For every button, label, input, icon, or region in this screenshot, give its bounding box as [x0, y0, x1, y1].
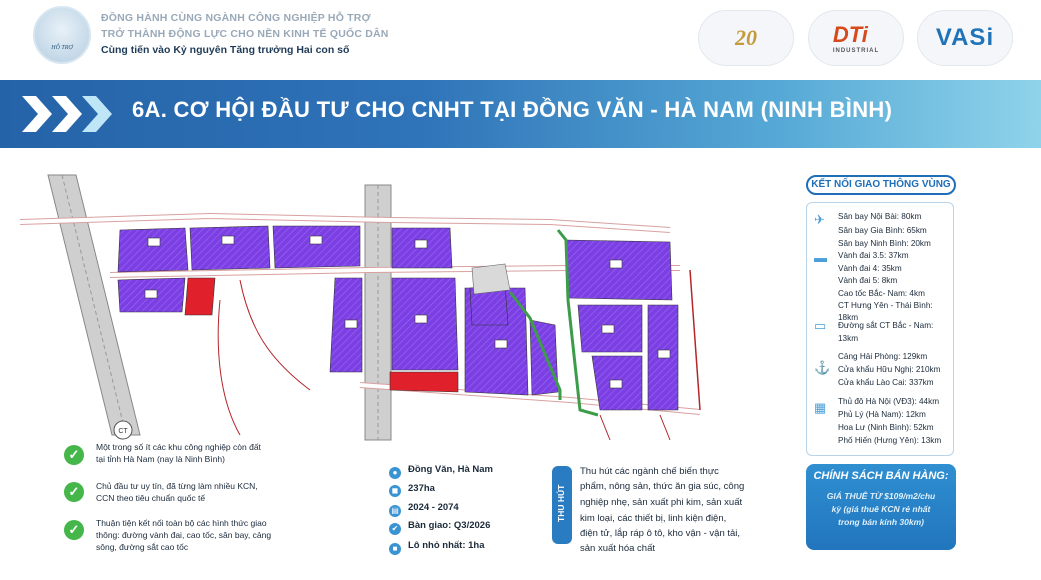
- bullet-text: [96, 517, 271, 553]
- connection-item: Đường sắt CT Bắc - Nam:: [838, 321, 934, 330]
- project-handover: Bàn giao: Q3/2026: [408, 520, 491, 531]
- sales-policy-line: GIÁ THUÊ TỪ $109/m2/chu: [826, 491, 936, 501]
- header-slogan-line-2: TRỞ THÀNH ĐỘNG LỰC CHO NỀN KINH TẾ QUỐC DÂN: [101, 28, 389, 40]
- bullet-line: Thuận tiện kết nối toàn bộ các hình thức giao: [96, 518, 267, 528]
- project-area: 237ha: [408, 483, 435, 494]
- page-title: 6A. CƠ HỘI ĐẦU TƯ CHO CNHT TẠI ĐỒNG VĂN - HÀ NAM (NINH BÌNH): [132, 97, 893, 122]
- attract-tab: [552, 466, 572, 544]
- header-tagline: Cùng tiến vào Kỷ nguyên Tăng trưởng Hai con số: [101, 44, 350, 56]
- project-period: 2024 - 2074: [408, 502, 459, 513]
- project-min-lot: Lô nhỏ nhất: 1ha: [408, 540, 485, 551]
- connection-item: CT Hưng Yên - Thái Bình:: [838, 301, 933, 310]
- header-slogan-line-1: ĐỒNG HÀNH CÙNG NGÀNH CÔNG NGHIỆP HỖ TRỢ: [101, 12, 371, 24]
- connection-item: Sân bay Ninh Bình: 20km: [838, 239, 931, 248]
- bullet-text: [96, 480, 258, 504]
- location-pin-icon: ●: [389, 467, 401, 479]
- sales-policy-text: [812, 490, 950, 529]
- connection-item: 18km: [838, 313, 859, 322]
- bullet-line: sông, đường sắt cao tốc: [96, 542, 189, 552]
- chevron-arrows-icon: [22, 90, 118, 138]
- bullet-text: [96, 441, 261, 465]
- dti-industrial-logo: [808, 10, 904, 66]
- connection-item: Cao tốc Bắc- Nam: 4km: [838, 289, 925, 298]
- sales-policy-box: [806, 464, 956, 550]
- attract-line: sản xuất hóa chất: [580, 543, 655, 554]
- header: [0, 0, 1041, 76]
- anchor-icon: ⚓: [814, 360, 831, 375]
- attract-line: nghiệp nhẹ, sản xuất phi kim, sản xuất: [580, 497, 743, 508]
- connection-item: 13km: [838, 334, 859, 343]
- check-icon: ✓: [64, 445, 84, 465]
- connections-title: KẾT NỐI GIAO THÔNG VÙNG: [806, 175, 956, 195]
- bullet-line: thông: đường vành đai, cao tốc, sân bay, cảng: [96, 530, 272, 540]
- sales-policy-line: trong bán kính 30km): [838, 517, 924, 527]
- association-logo-text: HỖ TRỢ: [51, 45, 73, 51]
- handover-icon: ✔: [389, 523, 401, 535]
- attract-tab-label: THU HÚT: [556, 484, 566, 522]
- airplane-icon: ✈: [814, 212, 825, 227]
- check-icon: ✓: [64, 520, 84, 540]
- anniversary-20-text: 20: [735, 25, 757, 50]
- connection-item: Cảng Hải Phòng: 129km: [838, 352, 928, 361]
- connection-item: Vành đai 3.5: 37km: [838, 251, 909, 260]
- association-logo: [33, 6, 91, 64]
- sales-policy-line: kỳ (giá thuê KCN rẻ nhất: [831, 504, 931, 514]
- connection-item: Thủ đô Hà Nội (VĐ3): 44km: [838, 397, 940, 406]
- sales-policy-title: CHÍNH SÁCH BÁN HÀNG:: [813, 470, 949, 482]
- connection-item: Hoa Lư (Ninh Bình): 52km: [838, 423, 934, 432]
- calendar-icon: ▤: [389, 505, 401, 517]
- connection-item: Phố Hiến (Hưng Yên): 13km: [838, 436, 942, 445]
- map-ct-label: CT: [118, 428, 128, 435]
- bullet-line: CCN theo tiêu chuẩn quốc tế: [96, 493, 206, 503]
- train-icon: ▭: [814, 318, 827, 333]
- connection-item: Vành đai 5: 8km: [838, 276, 898, 285]
- attract-line: Thu hút các ngành chế biến thực: [580, 466, 719, 477]
- attract-line: kim loại, các thiết bị, linh kiện điện,: [580, 513, 727, 524]
- bullet-line: Chủ đầu tư uy tín, đã từng làm nhiều KCN,: [96, 481, 258, 491]
- vasi-logo: [917, 10, 1013, 66]
- area-icon: ◼: [389, 485, 401, 497]
- city-icon: ▦: [814, 400, 827, 415]
- check-icon: ✓: [64, 482, 84, 502]
- dti-logo-subtext: INDUSTRIAL: [832, 48, 880, 54]
- attract-line: điện tử, lắp ráp ô tô, kho vận - vận tải,: [580, 528, 741, 539]
- title-banner: [0, 80, 1041, 148]
- connection-item: Vành đai 4: 35km: [838, 264, 902, 273]
- anniversary-20-logo: [698, 10, 794, 66]
- industrial-park-map: [10, 160, 780, 450]
- connection-item: Cửa khẩu Hữu Nghị: 210km: [838, 365, 941, 374]
- connection-item: Cửa khẩu Lào Cai: 337km: [838, 378, 934, 387]
- bullet-line: tại tỉnh Hà Nam (nay là Ninh Bình): [96, 454, 225, 464]
- bullet-line: Một trong số ít các khu công nghiệp còn đất: [96, 442, 261, 452]
- connection-item: Sân bay Nội Bài: 80km: [838, 212, 922, 221]
- attract-line: phẩm, nông sản, thức ăn gia súc, công: [580, 481, 745, 492]
- connection-item: Phủ Lý (Hà Nam): 12km: [838, 410, 926, 419]
- vasi-logo-text: VASi: [935, 24, 995, 51]
- lot-size-icon: ■: [389, 543, 401, 555]
- connection-item: Sân bay Gia Bình: 65km: [838, 226, 927, 235]
- project-location: Đồng Văn, Hà Nam: [408, 464, 493, 475]
- truck-icon: ▬: [814, 250, 827, 265]
- dti-logo-text: DTi: [832, 22, 868, 47]
